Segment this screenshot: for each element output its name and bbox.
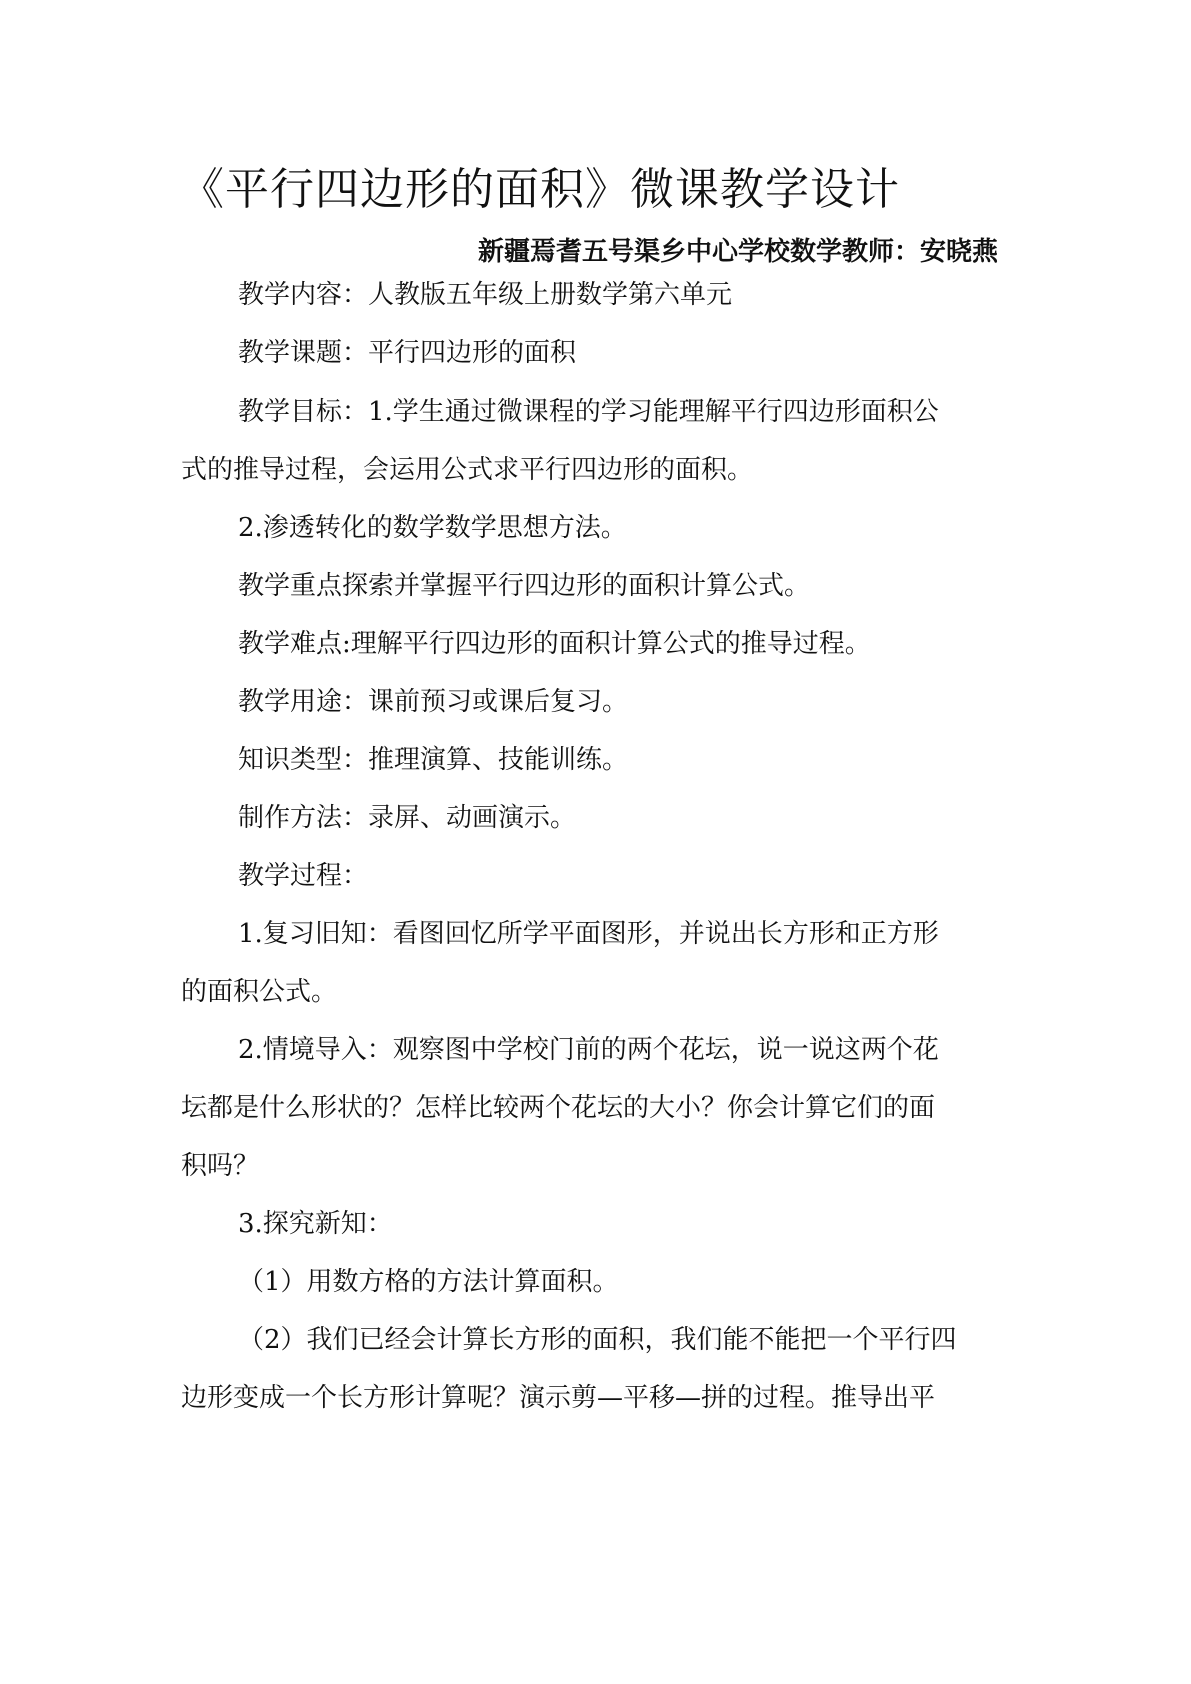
author-line: 新疆焉耆五号渠乡中心学校数学教师：安晓燕	[477, 237, 998, 267]
teaching-difficulty: 教学难点:理解平行四边形的面积计算公式的推导过程。	[238, 629, 871, 659]
step-3-item-2-line-1: （2）我们已经会计算长方形的面积，我们能不能把一个平行四	[238, 1325, 957, 1355]
teaching-goal-2: 2.渗透转化的数学数学思想方法。	[238, 513, 627, 543]
teaching-usage: 教学用途：课前预习或课后复习。	[238, 687, 629, 717]
document-title: 《平行四边形的面积》微课教学设计	[180, 164, 900, 215]
teaching-content: 教学内容：人教版五年级上册数学第六单元	[238, 280, 733, 310]
step-2-line-1: 2.情境导入：观察图中学校门前的两个花坛，说一说这两个花	[238, 1035, 939, 1065]
step-1-line-1: 1.复习旧知：看图回忆所学平面图形，并说出长方形和正方形	[238, 919, 939, 949]
teaching-key-point: 教学重点探索并掌握平行四边形的面积计算公式。	[238, 571, 811, 601]
step-3-item-1: （1）用数方格的方法计算面积。	[238, 1267, 619, 1297]
production-method: 制作方法：录屏、动画演示。	[238, 803, 577, 833]
teaching-goal-line-1: 教学目标：1.学生通过微课程的学习能理解平行四边形面积公	[238, 397, 939, 427]
knowledge-type: 知识类型：推理演算、技能训练。	[238, 745, 629, 775]
step-3: 3.探究新知：	[238, 1209, 393, 1239]
teaching-process: 教学过程：	[238, 861, 369, 891]
step-1-line-2: 的面积公式。	[181, 977, 338, 1007]
step-2-line-3: 积吗？	[181, 1151, 260, 1181]
teaching-topic: 教学课题：平行四边形的面积	[238, 338, 577, 368]
step-3-item-2-line-2: 边形变成一个长方形计算呢？演示剪—平移—拼的过程。推导出平	[181, 1383, 936, 1413]
teaching-goal-line-2: 式的推导过程，会运用公式求平行四边形的面积。	[181, 455, 754, 485]
step-2-line-2: 坛都是什么形状的？怎样比较两个花坛的大小？你会计算它们的面	[181, 1093, 936, 1123]
